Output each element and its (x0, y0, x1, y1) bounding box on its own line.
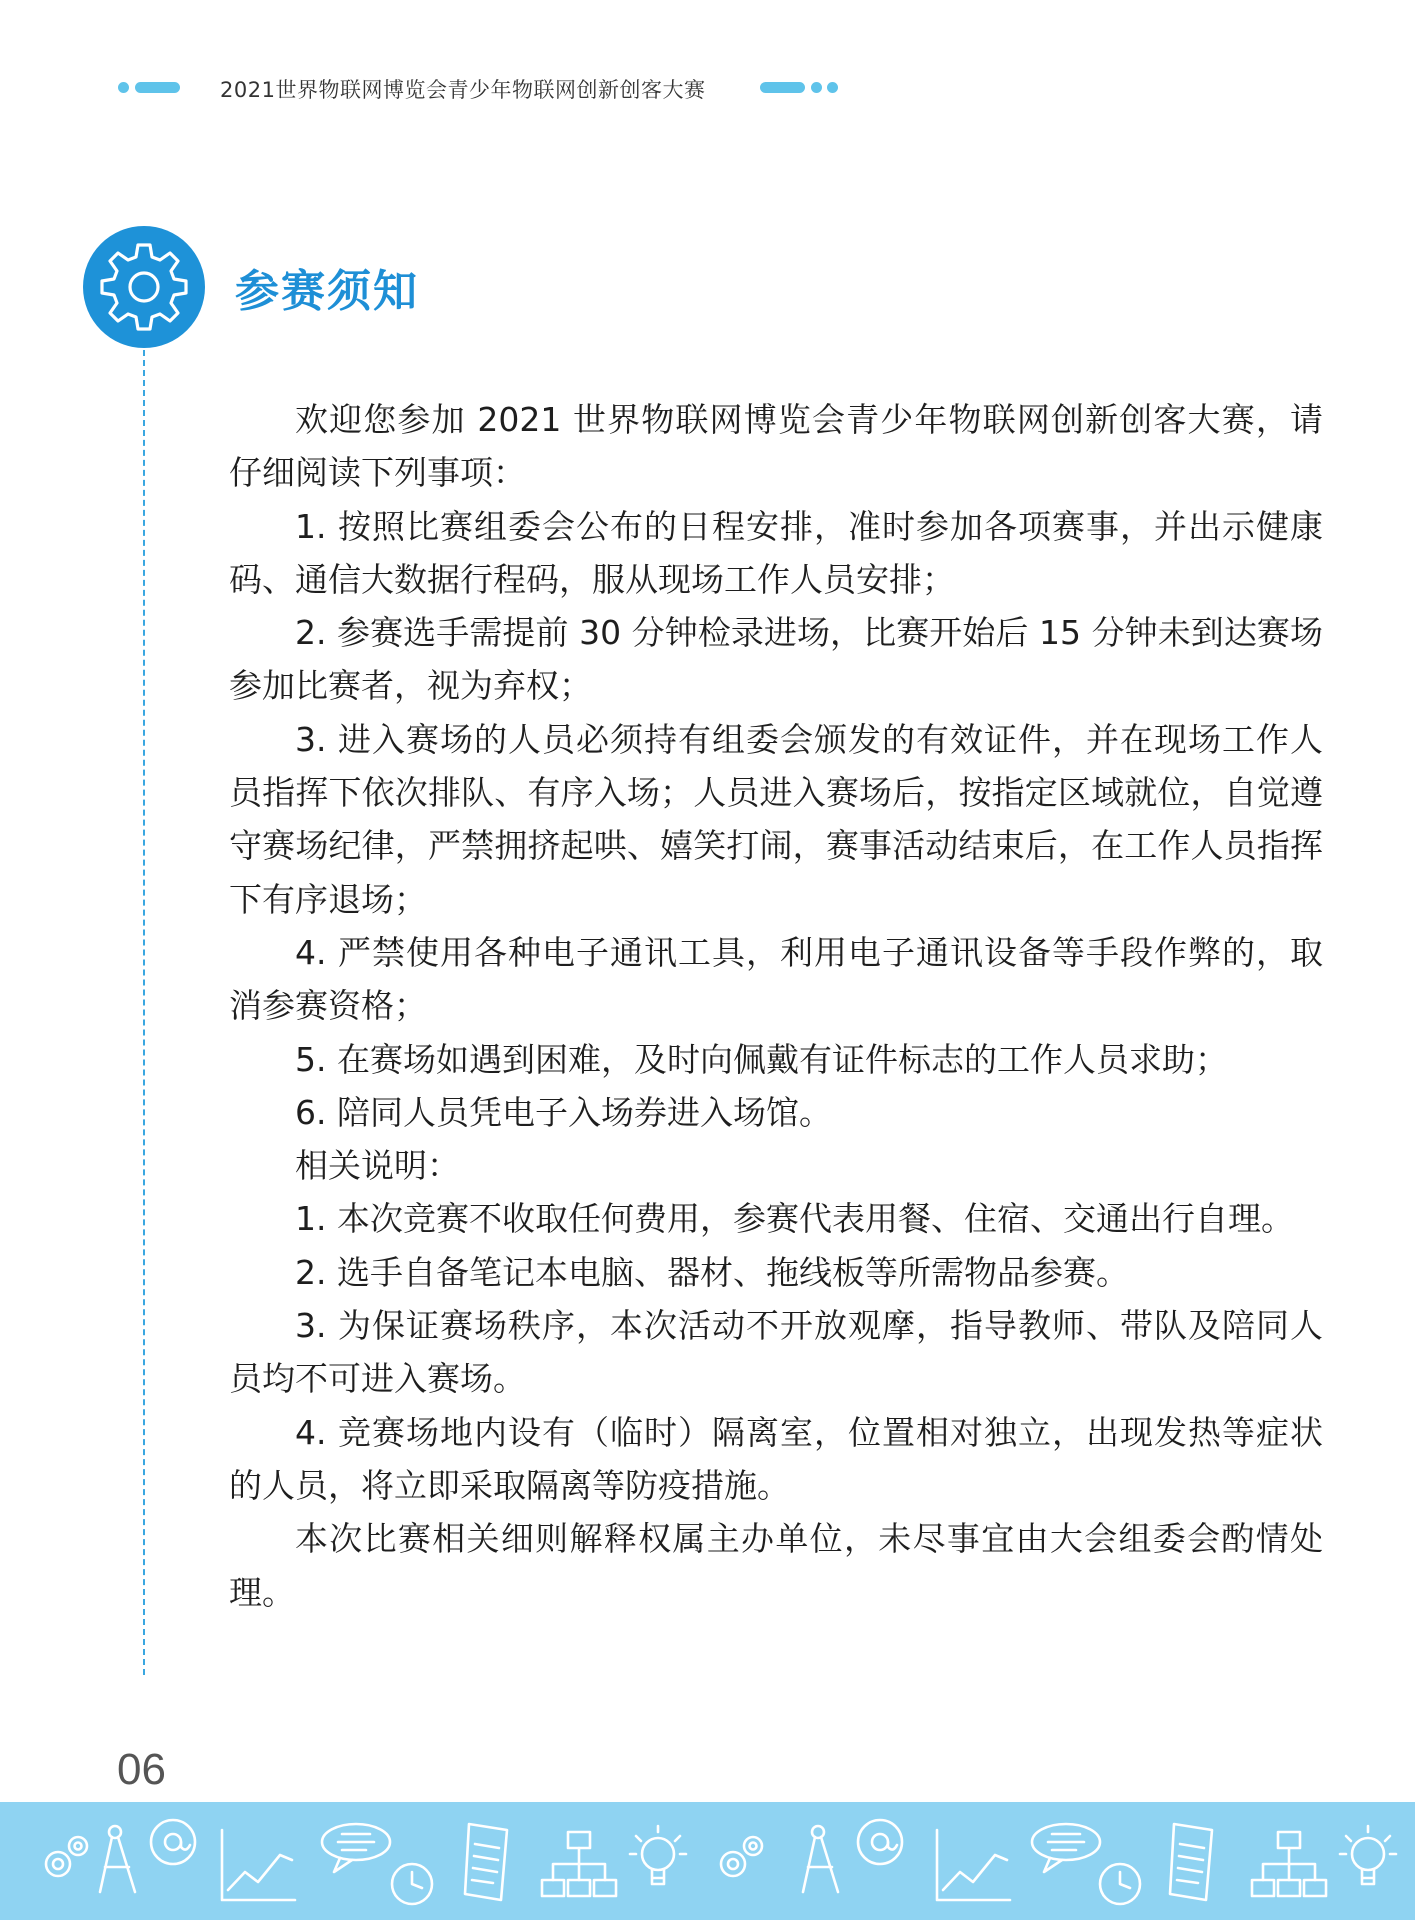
paragraph-rule-3: 3. 进入赛场的人员必须持有组委会颁发的有效证件，并在现场工作人员指挥下依次排队、有序入场；人员进入赛场后，按指定区域就位，自觉遵守赛场纪律，严禁拥挤起哄、嬉笑打闹，赛事活动结束后，在工作人员指挥下有序退场； (229, 719, 1323, 919)
footer-icons (0, 1802, 1415, 1920)
header-title: 2021世界物联网博览会青少年物联网创新创客大赛 (220, 78, 706, 102)
lightbulb-icon (630, 1826, 686, 1884)
at-sign-icon (151, 1820, 195, 1864)
header-dot-right-1 (811, 82, 822, 93)
line-chart-icon (937, 1830, 1010, 1900)
speech-bubble-icon (1032, 1824, 1100, 1872)
speech-bubble-icon (322, 1824, 390, 1872)
section-badge (83, 226, 205, 348)
page-number: 06 (117, 1745, 166, 1794)
paragraph-closing: 本次比赛相关细则解释权属主办单位，未尽事宜由大会组委会酌情处理。 (229, 1519, 1323, 1612)
header-dot-right-2 (827, 82, 838, 93)
footer-band (0, 1802, 1415, 1920)
line-chart-icon (222, 1830, 295, 1900)
paragraph-rule-4: 4. 严禁使用各种电子通讯工具，利用电子通讯设备等手段作弊的，取消参赛资格； (229, 932, 1323, 1026)
notice-body (229, 393, 1323, 1619)
paragraph-rule-5: 5. 在赛场如遇到困难，及时向佩戴有证件标志的工作人员求助； (295, 1039, 1228, 1079)
header-pill-right (760, 82, 805, 93)
paragraph-intro: 欢迎您参加 2021 世界物联网博览会青少年物联网创新创客大赛，请仔细阅读下列事项： (229, 400, 1323, 493)
paragraph-note-4: 4. 竞赛场地内设有（临时）隔离室，位置相对独立，出现发热等症状的人员，将立即采取隔离等防疫措施。 (229, 1412, 1323, 1505)
paragraph-rule-1: 1. 按照比赛组委会公布的日程安排，准时参加各项赛事，并出示健康码、通信大数据行程码，服从现场工作人员安排； (229, 506, 1323, 599)
gear-icon (94, 237, 194, 337)
clock-icon (392, 1864, 432, 1904)
paragraph-notes-heading: 相关说明： (295, 1146, 460, 1186)
timeline-divider (143, 350, 145, 1675)
gears-icon (721, 1837, 762, 1876)
clock-icon (1100, 1864, 1140, 1904)
header-dot-left (118, 82, 129, 93)
at-sign-icon (858, 1820, 902, 1864)
section-title: 参赛须知 (235, 266, 419, 317)
lightbulb-icon (1340, 1826, 1396, 1884)
flowchart-icon (1252, 1832, 1326, 1896)
paragraph-note-3: 3. 为保证赛场秩序，本次活动不开放观摩，指导教师、带队及陪同人员均不可进入赛场。 (229, 1306, 1323, 1399)
paragraph-note-1: 1. 本次竞赛不收取任何费用，参赛代表用餐、住宿、交通出行自理。 (295, 1199, 1294, 1239)
paragraph-rule-2: 2. 参赛选手需提前 30 分钟检录进场，比赛开始后 15 分钟未到达赛场参加比赛者，视为弃权； (229, 613, 1323, 706)
flowchart-icon (542, 1832, 616, 1896)
paragraph-rule-6: 6. 陪同人员凭电子入场券进入场馆。 (295, 1092, 832, 1132)
compass-icon (803, 1826, 838, 1892)
compass-icon (100, 1826, 135, 1892)
header-pill-left (135, 82, 180, 93)
gears-icon (46, 1837, 87, 1876)
document-icon (1170, 1824, 1212, 1900)
document-icon (465, 1824, 507, 1900)
paragraph-note-2: 2. 选手自备笔记本电脑、器材、拖线板等所需物品参赛。 (295, 1252, 1129, 1292)
